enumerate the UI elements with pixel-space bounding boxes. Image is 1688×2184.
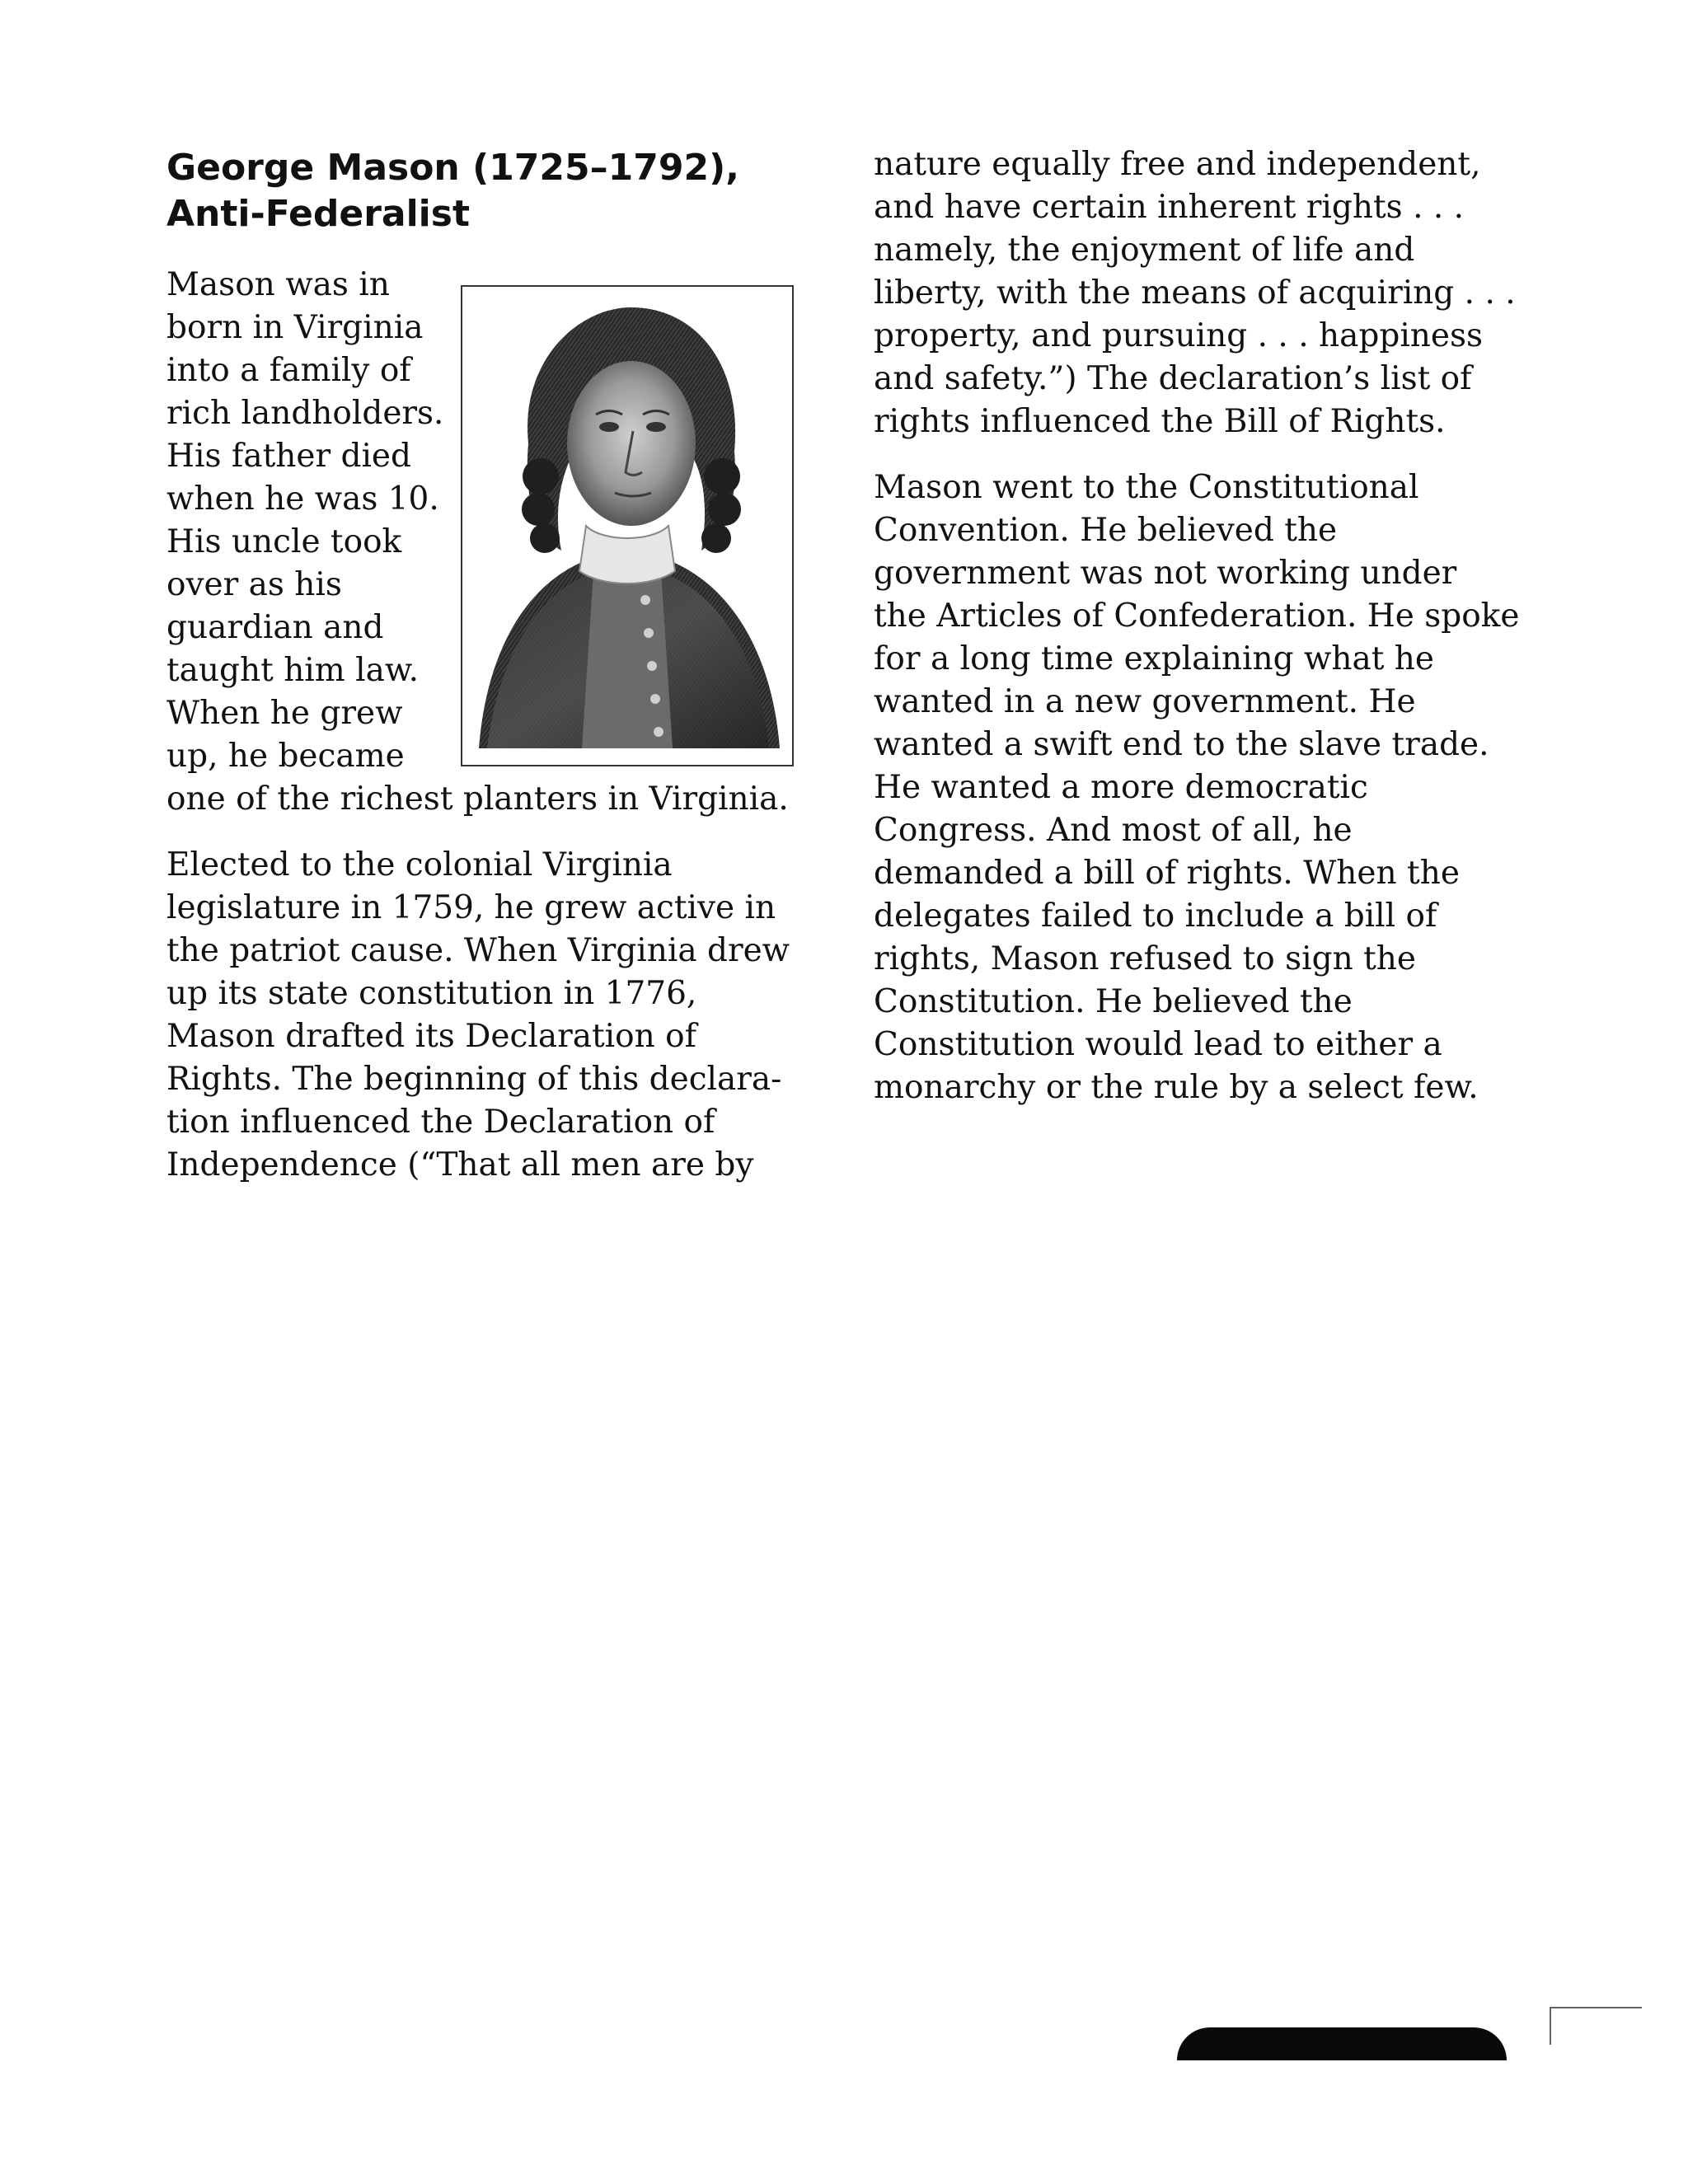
text-line: for a long time explaining what he <box>874 640 1434 677</box>
text-line: into a family of <box>166 352 411 389</box>
heading-line-1: George Mason (1725–1792), <box>166 147 739 189</box>
text-line: tion influenced the Declaration of <box>166 1104 715 1141</box>
text-line: nature equally free and independent, <box>874 146 1481 183</box>
right-column <box>874 143 1525 1132</box>
text-line: taught him law. <box>166 652 420 689</box>
text-line: Mason was in <box>166 266 390 303</box>
text-line: Congress. And most of all, he <box>874 812 1353 849</box>
page-corner-mark <box>1550 2007 1642 2045</box>
text-line: up, he became <box>166 738 405 775</box>
page-footer-tab <box>1177 2027 1507 2060</box>
text-line: wanted in a new government. He <box>874 683 1416 720</box>
portrait-image <box>461 285 794 766</box>
text-line: Mason went to the Constitutional <box>874 469 1419 506</box>
text-line: Convention. He believed the <box>874 512 1338 549</box>
text-line: wanted a swift end to the slave trade. <box>874 726 1489 763</box>
text-line: Constitution. He believed the <box>874 983 1353 1020</box>
text-line: delegates failed to include a bill of <box>874 898 1437 935</box>
biography-paragraph-3 <box>874 143 1525 443</box>
text-line: when he was 10. <box>166 480 439 518</box>
text-line: born in Virginia <box>166 309 424 346</box>
text-line: namely, the enjoyment of life and <box>874 232 1415 269</box>
biography-paragraph-2 <box>166 844 793 1187</box>
text-line: rights influenced the Bill of Rights. <box>874 403 1446 440</box>
text-line: and safety.”) The declaration’s list of <box>874 360 1472 397</box>
text-line: His uncle took <box>166 523 402 560</box>
text-line: guardian and <box>166 609 384 646</box>
biography-paragraph-4 <box>874 466 1525 1109</box>
text-line: legislature in 1759, he grew active in <box>166 889 776 926</box>
text-line: government was not working under <box>874 555 1457 592</box>
text-line: the Articles of Confederation. He spoke <box>874 598 1520 635</box>
text-line: Elected to the colonial Virginia <box>166 846 673 883</box>
text-line: When he grew <box>166 695 403 732</box>
text-line: demanded a bill of rights. When the <box>874 855 1460 892</box>
heading-line-2: Anti-Federalist <box>166 193 470 235</box>
text-line: up its state constitution in 1776, <box>166 975 697 1012</box>
text-line: monarchy or the rule by a select few. <box>874 1069 1479 1106</box>
text-line: His father died <box>166 438 411 475</box>
text-line: and have certain inherent rights . . . <box>874 189 1465 226</box>
text-line: rich landholders. <box>166 395 444 432</box>
text-line: over as his <box>166 566 342 603</box>
text-line: Mason drafted its Declaration of <box>166 1018 697 1055</box>
text-line: Constitution would lead to either a <box>874 1026 1442 1063</box>
text-line: rights, Mason refused to sign the <box>874 940 1416 977</box>
text-line: one of the richest planters in Virginia. <box>166 780 789 818</box>
portrait-engraving <box>462 287 792 765</box>
text-line: Rights. The beginning of this declara- <box>166 1061 782 1098</box>
text-line: Independence (“That all men are by <box>166 1146 754 1183</box>
text-line: He wanted a more democratic <box>874 769 1368 806</box>
text-line: property, and pursuing . . . happiness <box>874 317 1484 354</box>
article-heading <box>166 145 793 237</box>
text-line: the patriot cause. When Virginia drew <box>166 932 790 969</box>
text-line: liberty, with the means of acquiring . . . <box>874 274 1516 312</box>
